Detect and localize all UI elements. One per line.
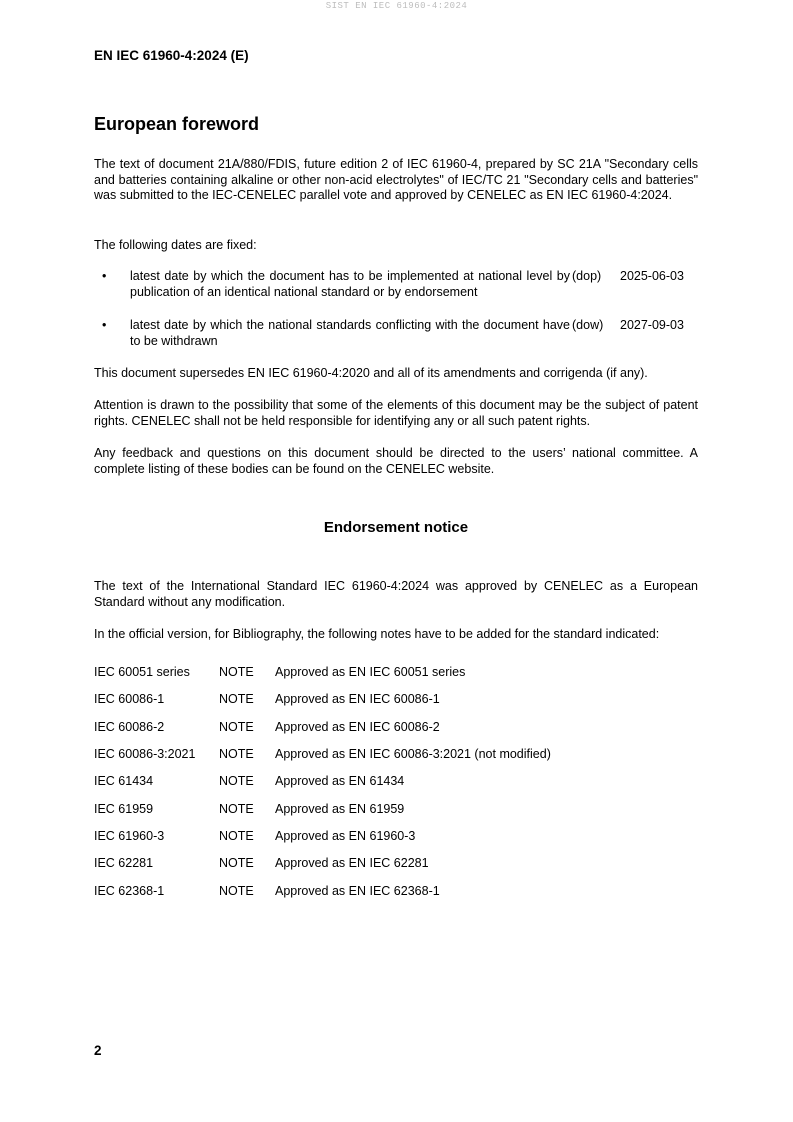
bullet-marker: • xyxy=(102,318,107,332)
date-item-description: latest date by which the national standards conflicting with the document have to be withdrawn xyxy=(130,318,570,348)
note-label: NOTE xyxy=(219,829,254,843)
note-text: Approved as EN 61959 xyxy=(275,802,405,816)
note-row xyxy=(94,747,698,762)
bibliography-intro-paragraph: In the official version, for Bibliography, the following notes have to be added for the standard indicated: xyxy=(94,627,660,641)
note-standard: IEC 60086-3:2021 xyxy=(94,747,196,761)
note-text: Approved as EN IEC 62368-1 xyxy=(275,884,440,898)
note-standard: IEC 61959 xyxy=(94,802,154,816)
note-text: Approved as EN 61960-3 xyxy=(275,829,416,843)
foreword-title: European foreword xyxy=(94,114,260,134)
date-item-value: 2027-09-03 xyxy=(620,318,684,332)
note-label: NOTE xyxy=(219,774,254,788)
note-standard: IEC 61960-3 xyxy=(94,829,165,843)
note-row xyxy=(94,692,698,707)
supersedes-paragraph: This document supersedes EN IEC 61960-4:2020 and all of its amendments and corrigenda (if any). xyxy=(94,366,648,380)
note-text: Approved as EN IEC 60086-3:2021 (not modified) xyxy=(275,747,551,761)
note-standard: IEC 62281 xyxy=(94,856,154,870)
note-row xyxy=(94,829,698,844)
note-text: Approved as EN IEC 62281 xyxy=(275,856,429,870)
endorsement-title: Endorsement notice xyxy=(323,519,469,536)
dates-intro-paragraph: The following dates are fixed: xyxy=(94,238,257,252)
date-item-code: (dop) xyxy=(572,269,602,283)
date-item-code: (dow) xyxy=(572,318,604,332)
note-text: Approved as EN 61434 xyxy=(275,774,405,788)
watermark: SIST EN IEC 61960-4:2024 xyxy=(325,1,468,11)
note-label: NOTE xyxy=(219,802,254,816)
note-standard: IEC 62368-1 xyxy=(94,884,165,898)
endorsement-intro-paragraph: The text of the International Standard IEC 61960-4:2024 was approved by CENELEC as a European Standard without any modification. xyxy=(94,579,698,609)
note-standard: IEC 60051 series xyxy=(94,665,190,679)
patent-paragraph: Attention is drawn to the possibility that some of the elements of this document may be the subject of patent rights. CENELEC shall not be held responsible for identifying any or all such patent rights. xyxy=(94,398,698,428)
note-standard: IEC 61434 xyxy=(94,774,154,788)
date-item-description: latest date by which the document has to be implemented at national level by publication of an identical national standard or by endorsement xyxy=(130,269,570,299)
note-label: NOTE xyxy=(219,720,254,734)
note-label: NOTE xyxy=(219,692,254,706)
note-label: NOTE xyxy=(219,665,254,679)
foreword-intro-paragraph: The text of document 21A/880/FDIS, future edition 2 of IEC 61960-4, prepared by SC 21A "Secondary cells and batteries containing alkaline or other non-acid electrolytes" of IEC/TC 21 "Secondary cells and batteries" was submitted to the IEC-CENELEC parallel vote and approved by CENELEC as EN IEC 61960-4:2024. xyxy=(94,157,698,202)
page-number: 2 xyxy=(94,1043,102,1058)
note-row xyxy=(94,774,698,789)
note-label: NOTE xyxy=(219,747,254,761)
note-row xyxy=(94,802,698,817)
note-row xyxy=(94,720,698,735)
note-text: Approved as EN IEC 60086-1 xyxy=(275,692,440,706)
date-item-value: 2025-06-03 xyxy=(620,269,684,283)
bullet-marker: • xyxy=(102,269,107,283)
document-identifier: EN IEC 61960-4:2024 (E) xyxy=(94,48,249,63)
note-row xyxy=(94,665,698,680)
note-text: Approved as EN IEC 60086-2 xyxy=(275,720,440,734)
note-row xyxy=(94,856,698,871)
note-row xyxy=(94,884,698,899)
note-standard: IEC 60086-1 xyxy=(94,692,165,706)
note-label: NOTE xyxy=(219,884,254,898)
note-standard: IEC 60086-2 xyxy=(94,720,165,734)
note-text: Approved as EN IEC 60051 series xyxy=(275,665,466,679)
note-label: NOTE xyxy=(219,856,254,870)
feedback-paragraph: Any feedback and questions on this document should be directed to the users’ national committee. A complete listing of these bodies can be found on the CENELEC website. xyxy=(94,446,698,476)
